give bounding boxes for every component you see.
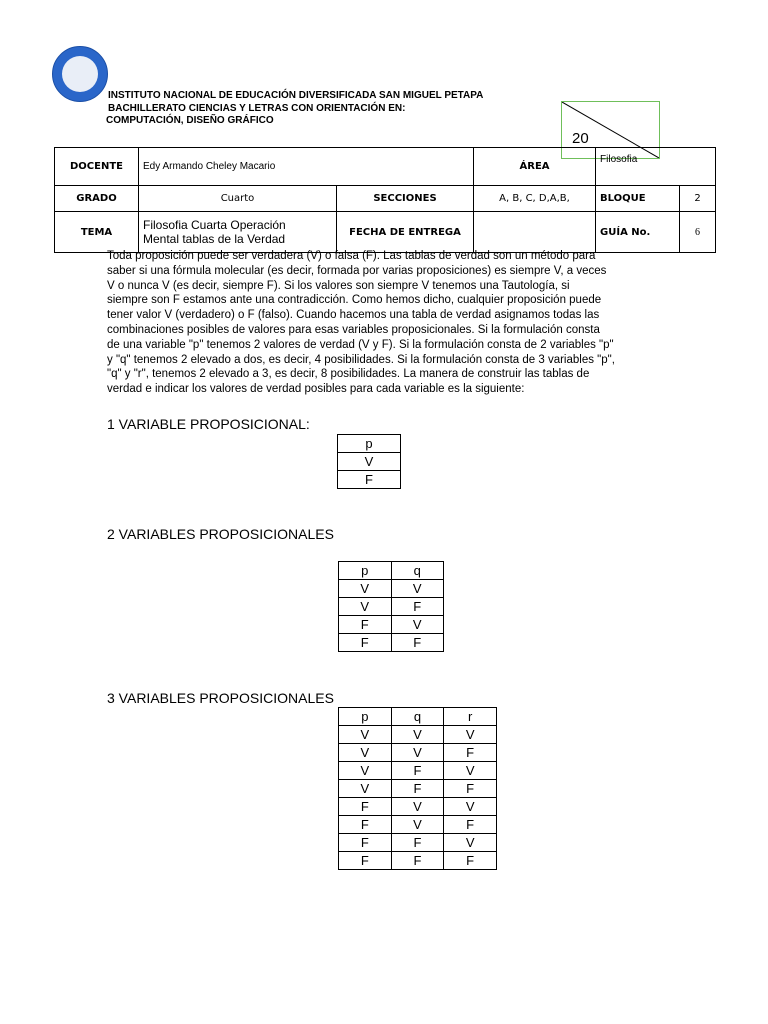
truth-table-cell: F bbox=[391, 780, 444, 798]
truth-table-cell: V bbox=[339, 744, 392, 762]
tema-line-1: Filosofia Cuarta Operación bbox=[143, 218, 286, 232]
paragraph-line: verdad e indicar los valores de verdad posibles para cada variable es la siguiente: bbox=[107, 383, 525, 396]
truth-table-cell: F bbox=[444, 744, 497, 762]
truth-table-cell: V bbox=[391, 616, 444, 634]
paragraph-line: "q" y "r", tenemos 2 elevado a 3, es decir, 8 posibilidades. La manera de construir las tablas de bbox=[107, 368, 590, 381]
truth-table-row bbox=[339, 834, 497, 852]
paragraph-line: saber si una fórmula molecular (es decir, formada por varias proposiciones) es siempre V, a veces bbox=[107, 264, 607, 277]
truth-table-row bbox=[339, 744, 497, 762]
truth-table-header-row bbox=[339, 562, 444, 580]
section-three-variables: 3 VARIABLES PROPOSICIONALES bbox=[107, 690, 334, 706]
truth-table-cell: V bbox=[339, 780, 392, 798]
truth-table-cell: F bbox=[391, 598, 444, 616]
truth-table-cell: V bbox=[339, 580, 392, 598]
truth-table-row bbox=[339, 852, 497, 870]
secciones-label: SECCIONES bbox=[337, 186, 474, 212]
truth-table-cell: V bbox=[391, 816, 444, 834]
truth-table-cell: V bbox=[338, 453, 401, 471]
paragraph-line: de una variable "p" tenemos 2 valores de verdad (V y F). Si la formulación consta de 2 variables "p" bbox=[107, 338, 614, 351]
truth-table-row bbox=[339, 580, 444, 598]
truth-table-cell: F bbox=[338, 471, 401, 489]
truth-table-row bbox=[339, 798, 497, 816]
truth-table-cell: V bbox=[391, 580, 444, 598]
truth-table-header-cell: q bbox=[391, 562, 444, 580]
fecha-value bbox=[474, 212, 596, 253]
tema-value bbox=[139, 212, 337, 253]
guia-value: 6 bbox=[680, 212, 716, 253]
info-table bbox=[54, 147, 716, 253]
paragraph-line: combinaciones posibles de valores para esas variables proposicionales. Si la formulación consta bbox=[107, 323, 600, 336]
grado-value: Cuarto bbox=[139, 186, 337, 212]
intro-paragraph bbox=[107, 249, 667, 397]
truth-table-cell: F bbox=[444, 816, 497, 834]
truth-table-cell: F bbox=[339, 634, 392, 652]
section-one-variable: 1 VARIABLE PROPOSICIONAL: bbox=[107, 416, 310, 432]
area-value: Filosofia bbox=[596, 148, 716, 186]
truth-table-row bbox=[338, 471, 401, 489]
truth-table-1 bbox=[337, 434, 401, 489]
truth-table-row bbox=[339, 762, 497, 780]
truth-table-cell: F bbox=[391, 852, 444, 870]
truth-table-cell: F bbox=[339, 816, 392, 834]
school-logo bbox=[52, 46, 108, 102]
truth-table-row bbox=[339, 616, 444, 634]
docente-value: Edy Armando Cheley Macario bbox=[139, 148, 474, 186]
truth-table-cell: F bbox=[339, 852, 392, 870]
truth-table-cell: F bbox=[391, 634, 444, 652]
truth-table-row bbox=[339, 780, 497, 798]
truth-table-header-cell: p bbox=[338, 435, 401, 453]
bloque-label: BLOQUE bbox=[596, 186, 680, 212]
fecha-label: FECHA DE ENTREGA bbox=[337, 212, 474, 253]
truth-table-row bbox=[339, 598, 444, 616]
truth-table-cell: F bbox=[339, 798, 392, 816]
tema-label: TEMA bbox=[55, 212, 139, 253]
paragraph-line: y "q" tenemos 2 elevado a dos, es decir, 4 posibilidades. Si la formulación consta de 3 variables "p", bbox=[107, 353, 615, 366]
truth-table-cell: F bbox=[339, 616, 392, 634]
section-two-variables: 2 VARIABLES PROPOSICIONALES bbox=[107, 526, 334, 542]
score-value: 20 bbox=[572, 130, 589, 147]
truth-table-row bbox=[339, 726, 497, 744]
bloque-value: 2 bbox=[680, 186, 716, 212]
truth-table-row bbox=[339, 816, 497, 834]
logo-emblem bbox=[62, 56, 98, 92]
truth-table-cell: F bbox=[339, 834, 392, 852]
area-label: ÁREA bbox=[474, 148, 596, 186]
truth-table-header-cell: r bbox=[444, 708, 497, 726]
truth-table-cell: F bbox=[391, 834, 444, 852]
truth-table-2 bbox=[338, 561, 444, 652]
truth-table-cell: V bbox=[391, 744, 444, 762]
truth-table-header-row bbox=[338, 435, 401, 453]
truth-table-cell: F bbox=[391, 762, 444, 780]
paragraph-line: tener valor V (verdadero) o F (falso). Cuando hacemos una tabla de verdad asignamos todas las bbox=[107, 309, 600, 322]
truth-table-cell: F bbox=[444, 780, 497, 798]
program-name: BACHILLERATO CIENCIAS Y LETRAS CON ORIENTACIÓN EN: bbox=[108, 103, 406, 114]
truth-table-header-row bbox=[339, 708, 497, 726]
paragraph-line: V o nunca V (es decir, siempre F). Si los valores son siempre V tenemos una Tautología, si bbox=[107, 279, 570, 292]
paragraph-line: Toda proposición puede ser verdadera (V) o falsa (F). Las tablas de verdad son un método para bbox=[107, 250, 596, 262]
truth-table-cell: V bbox=[444, 762, 497, 780]
truth-table-cell: V bbox=[444, 834, 497, 852]
truth-table-cell: F bbox=[444, 852, 497, 870]
institute-name: INSTITUTO NACIONAL DE EDUCACIÓN DIVERSIFICADA SAN MIGUEL PETAPA bbox=[108, 90, 484, 101]
guia-label: GUÍA No. bbox=[596, 212, 680, 253]
tema-line-2: Mental tablas de la Verdad bbox=[143, 232, 286, 246]
paragraph-line: siempre son F estamos ante una contradicción. Como hemos dicho, cualquier proposición puede bbox=[107, 294, 602, 307]
truth-table-header-cell: p bbox=[339, 708, 392, 726]
truth-table-cell: V bbox=[391, 726, 444, 744]
truth-table-row bbox=[338, 453, 401, 471]
truth-table-cell: V bbox=[444, 726, 497, 744]
docente-label: DOCENTE bbox=[55, 148, 139, 186]
truth-table-cell: V bbox=[339, 726, 392, 744]
truth-table-cell: V bbox=[339, 598, 392, 616]
program-specialty: COMPUTACIÓN, DISEÑO GRÁFICO bbox=[106, 115, 274, 126]
truth-table-row bbox=[339, 634, 444, 652]
grado-label: GRADO bbox=[55, 186, 139, 212]
secciones-value: A, B, C, D,A,B, bbox=[474, 186, 596, 212]
truth-table-cell: V bbox=[391, 798, 444, 816]
truth-table-cell: V bbox=[444, 798, 497, 816]
truth-table-3 bbox=[338, 707, 497, 870]
truth-table-cell: V bbox=[339, 762, 392, 780]
truth-table-header-cell: p bbox=[339, 562, 392, 580]
truth-table-header-cell: q bbox=[391, 708, 444, 726]
